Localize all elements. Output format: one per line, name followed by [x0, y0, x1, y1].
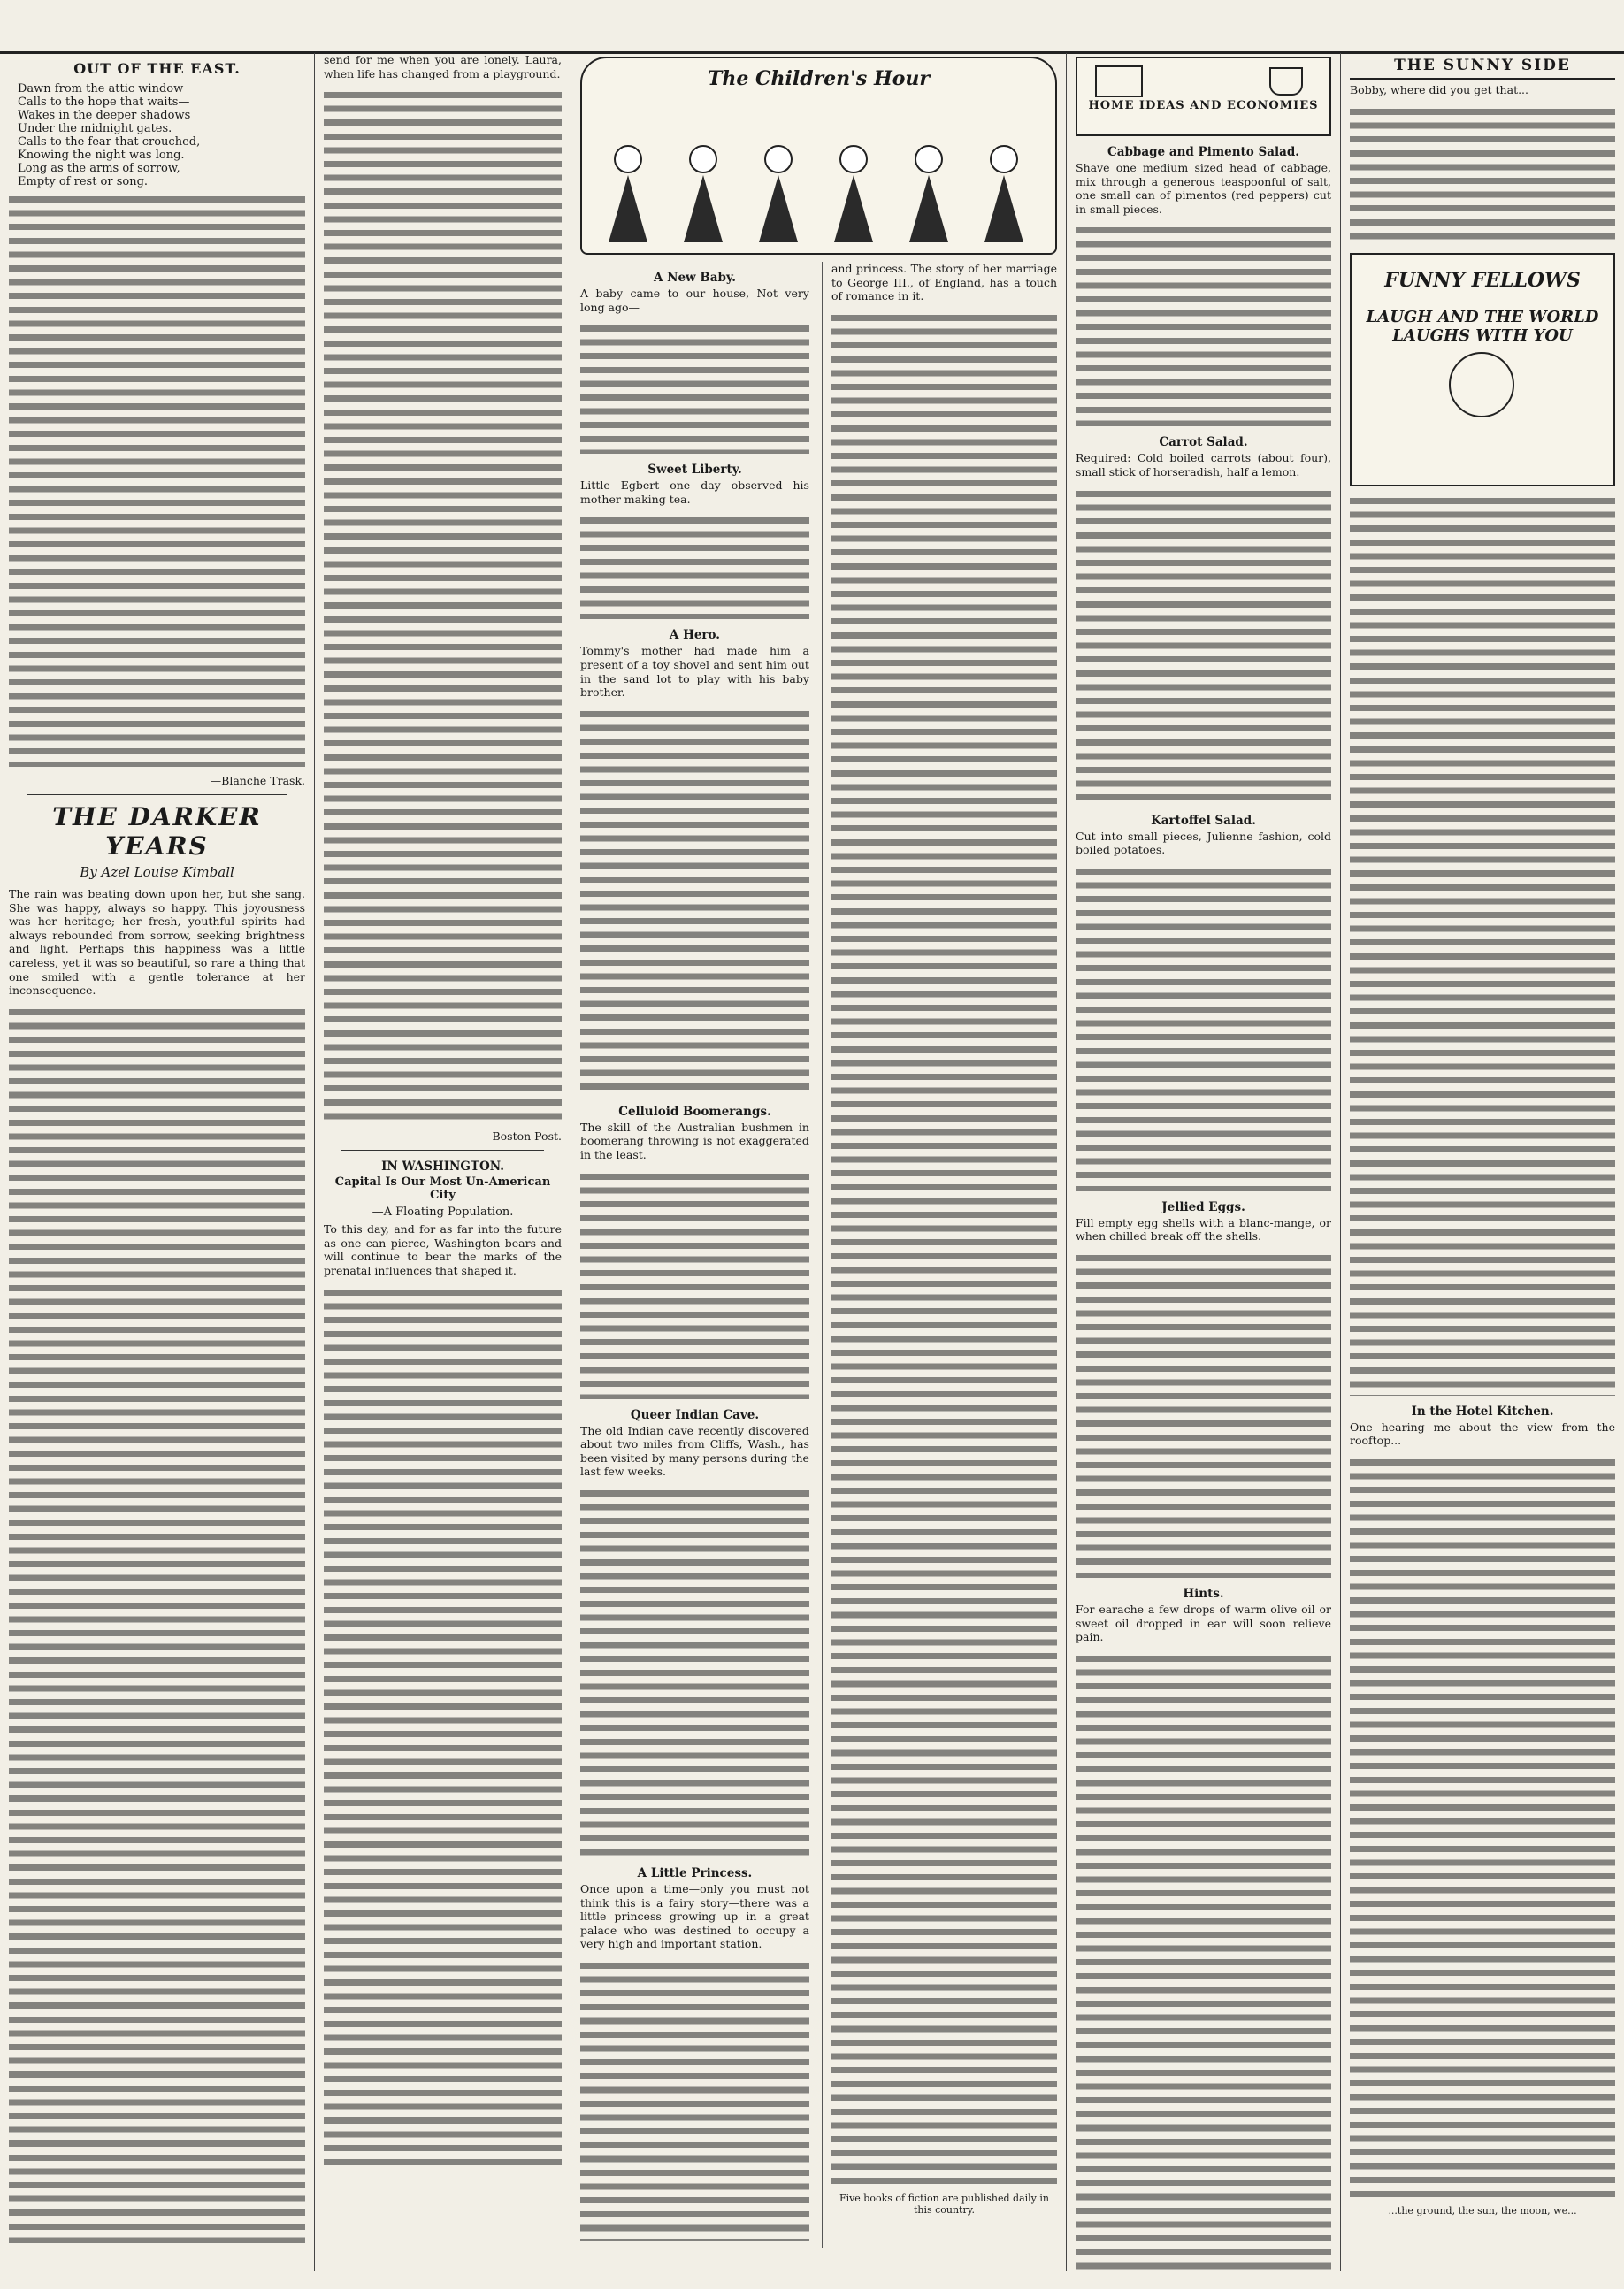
story-title: THE DARKER YEARS	[52, 802, 262, 861]
funny-fellows-title: FUNNY FELLOWS	[1384, 268, 1581, 292]
poem-line: Empty of rest or song.	[18, 175, 149, 188]
article-opening: Once upon a time—only you must not think this is a fairy story—there was a little princess growing up in a great palace who was destined to occupy a very high and important station.	[580, 1881, 809, 1951]
poem-line: Under the midnight gates.	[18, 122, 172, 135]
article-title: A New Baby.	[653, 271, 736, 285]
recipe-body	[1076, 864, 1331, 1191]
funny-fellows-subtitle: LAUGH AND THE WORLD LAUGHS WITH YOU	[1366, 307, 1599, 345]
article-body	[580, 1486, 809, 1857]
story-continued-body	[324, 88, 562, 1122]
subcolumn-left	[580, 262, 809, 2248]
kitchen-title: In the Hotel Kitchen.	[1411, 1404, 1554, 1419]
article-body	[580, 321, 809, 454]
subcolumns	[580, 262, 1057, 2248]
poem-line: Wakes in the deeper shadows	[18, 109, 191, 122]
section-opening: To this day, and for as far into the future as one can pierce, Washington bears and will continue to bear the marks of the prenatal influences that shaped it.	[324, 1222, 562, 1277]
child-figure-icon	[759, 145, 798, 242]
sunny-side-opening: Bobby, where did you get that...	[1350, 83, 1529, 96]
article-opening: The skill of the Australian bushmen in boomerang throwing is not exaggerated in the least.	[580, 1120, 809, 1161]
royal-story-opening: and princess. The story of her marriage to George III., of England, has a touch of romance in it.	[831, 262, 1057, 303]
recipe-opening: For earache a few drops of warm olive oil or sweet oil dropped in ear will soon relieve pain.	[1076, 1602, 1331, 1644]
child-figure-icon	[984, 145, 1023, 242]
masthead-illustration	[600, 136, 1038, 242]
column-4	[1067, 53, 1341, 2271]
poem-line: Long as the arms of sorrow,	[18, 162, 180, 175]
child-figure-icon	[909, 145, 948, 242]
section-heading: IN WASHINGTON.	[381, 1160, 504, 1175]
recipe-title: Hints.	[1183, 1586, 1224, 1601]
article-body	[580, 1958, 809, 2241]
jokes-body	[1350, 494, 1615, 1396]
divider	[27, 794, 287, 795]
recipe-body	[1076, 223, 1331, 426]
recipe-body	[1076, 1651, 1331, 2271]
story-continued: send for me when you are lonely. Laura, when life has changed from a playground.	[324, 53, 562, 80]
recipe-title: Carrot Salad.	[1159, 435, 1248, 450]
poem-line: Calls to the hope that waits—	[18, 96, 190, 109]
laughing-face-icon	[1449, 352, 1514, 417]
column-1	[0, 53, 315, 2271]
article-opening: Little Egbert one day observed his mother making tea.	[580, 478, 809, 506]
column-2	[315, 53, 571, 2271]
home-ideas-header	[1076, 57, 1331, 136]
section-body	[324, 1285, 562, 2170]
kitchen-opening: One hearing me about the view from the rooftop...	[1350, 1420, 1615, 1448]
section-subheading: Capital Is Our Most Un-American City	[334, 1175, 551, 1203]
royal-story-body	[831, 310, 1057, 2186]
recipe-body	[1076, 486, 1331, 805]
sunny-side-body	[1350, 104, 1615, 246]
house-icon	[1095, 65, 1143, 97]
article-title: A Hero.	[669, 628, 721, 643]
article-body	[580, 707, 809, 1096]
recipe-opening: Required: Cold boiled carrots (about four), small stick of horseradish, half a lemon.	[1076, 451, 1331, 478]
article-opening: Tommy's mother had made him a present of a toy shovel and sent him out in the sand lot to play with his baby brother.	[580, 644, 809, 700]
cooking-pot-icon	[1269, 67, 1303, 96]
recipe-body	[1076, 1251, 1331, 1578]
story-byline: By Azel Louise Kimball	[80, 864, 234, 880]
recipe-opening: Fill empty egg shells with a blanc-mange, or when chilled break off the shells.	[1076, 1215, 1331, 1244]
recipe-opening: Shave one medium sized head of cabbage, mix through a generous teaspoonful of salt, one small can of pimentos (red peppers) cut in small pieces.	[1076, 161, 1331, 216]
childrens-hour-masthead	[580, 57, 1057, 255]
child-figure-icon	[609, 145, 647, 242]
poem-line: Knowing the night was long.	[18, 149, 185, 162]
poem-credit: —Blanche Trask.	[210, 774, 305, 787]
column-footer: Five books of fiction are published daily in this country.	[839, 2192, 1049, 2216]
column-5	[1341, 53, 1624, 2271]
article-title: A Little Princess.	[637, 1865, 753, 1880]
recipe-title: Cabbage and Pimento Salad.	[1107, 145, 1299, 159]
article-title: Celluloid Boomerangs.	[618, 1104, 771, 1119]
column-footer: ...the ground, the sun, the moon, we...	[1388, 2204, 1577, 2216]
poem-lines	[9, 82, 305, 188]
divider	[341, 1150, 544, 1151]
child-figure-icon	[684, 145, 723, 242]
article-body	[580, 513, 809, 619]
article-title: Queer Indian Cave.	[630, 1407, 760, 1422]
masthead-title: The Children's Hour	[707, 67, 931, 90]
article-opening: The old Indian cave recently discovered about two miles from Cliffs, Wash., has been visited by many persons during the last few weeks.	[580, 1423, 809, 1479]
recipe-title: Jellied Eggs.	[1161, 1199, 1245, 1214]
recipe-title: Kartoffel Salad.	[1151, 813, 1256, 828]
column-3	[571, 53, 1067, 2271]
article-opening: A baby came to our house, Not very long ago—	[580, 287, 809, 314]
section-subheading: —A Floating Population.	[372, 1206, 514, 1220]
kitchen-body	[1350, 1455, 1615, 2198]
poem-line: Calls to the fear that crouched,	[18, 135, 201, 149]
poem-title: OUT OF THE EAST.	[73, 60, 241, 77]
funny-fellows-box	[1350, 253, 1615, 486]
recipe-opening: Cut into small pieces, Julienne fashion, cold boiled potatoes.	[1076, 829, 1331, 857]
subcolumn-right	[822, 262, 1057, 2248]
article-body	[580, 1169, 809, 1399]
story-body	[9, 1005, 305, 2243]
story-credit: —Boston Post.	[480, 1129, 562, 1144]
sunny-side-header: THE SUNNY SIDE	[1350, 57, 1615, 80]
child-figure-icon	[834, 145, 873, 242]
article-title: Sweet Liberty.	[647, 463, 742, 478]
poem-line: Dawn from the attic window	[18, 82, 184, 96]
poem-body	[9, 192, 305, 767]
story-opening: The rain was beating down upon her, but she sang. She was happy, always so happy. This joyousness was her heritage; her fresh, youthful spirits had always rebounded from sorrow, seeking brightness and light. Perhaps this happiness was a little careless, yet it was so beautiful, so rare a thing that one smiled with a gentle tolerance at her inconsequence.	[9, 887, 305, 998]
home-ideas-title: HOME IDEAS AND ECONOMIES	[1088, 99, 1319, 112]
